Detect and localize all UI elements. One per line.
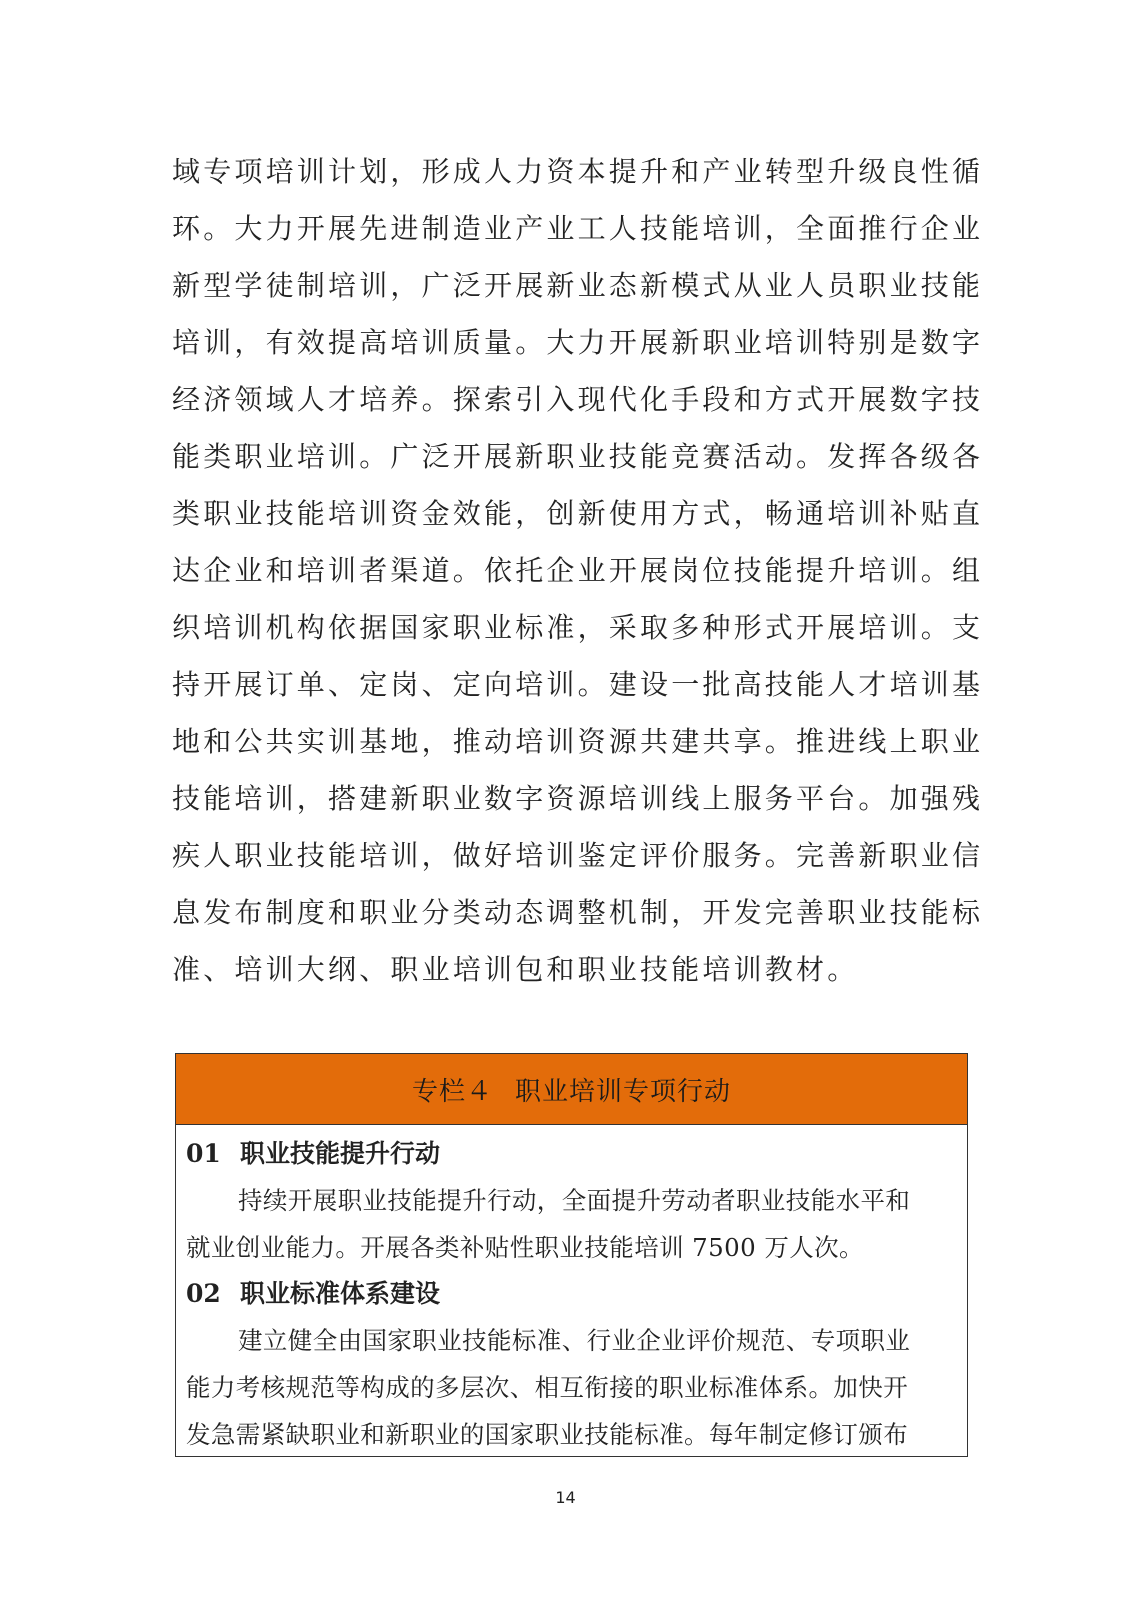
item-title: 职业技能提升行动 [240, 1139, 441, 1168]
column-box-label: 专栏４ [411, 1076, 493, 1107]
body-paragraph [172, 143, 984, 998]
item-heading [186, 1131, 957, 1177]
body-line: 织培训机构依据国家职业标准，采取多种形式开展培训。支 [172, 611, 984, 644]
body-line: 能类职业培训。广泛开展新职业技能竞赛活动。发挥各级各 [172, 440, 984, 473]
item-text-line: 持续开展职业技能提升行动，全面提升劳动者职业技能水平和 [238, 1186, 911, 1215]
item-number: 02 [186, 1279, 221, 1308]
item-heading [186, 1271, 957, 1317]
body-line: 技能培训，搭建新职业数字资源培训线上服务平台。加强残 [172, 782, 984, 815]
body-line: 地和公共实训基地，推动培训资源共建共享。推进线上职业 [172, 725, 984, 758]
item-text-line: 能力考核规范等构成的多层次、相互衔接的职业标准体系。加快开 [186, 1373, 909, 1402]
column-box [175, 1053, 968, 1457]
column-box-title: 职业培训专项行动 [515, 1076, 732, 1107]
body-line: 域专项培训计划，形成人力资本提升和产业转型升级良性循 [172, 155, 984, 188]
body-line: 持开展订单、定岗、定向培训。建设一批高技能人才培训基 [172, 668, 984, 701]
body-line: 达企业和培训者渠道。依托企业开展岗位技能提升培训。组 [172, 554, 984, 587]
column-box-body [176, 1125, 967, 1457]
page-number: 14 [555, 1488, 576, 1507]
body-line: 环。大力开展先进制造业产业工人技能培训，全面推行企业 [172, 212, 984, 245]
body-line: 新型学徒制培训，广泛开展新业态新模式从业人员职业技能 [172, 269, 984, 302]
column-box-header [176, 1054, 967, 1125]
item-title: 职业标准体系建设 [240, 1279, 441, 1308]
item-text-line: 建立健全由国家职业技能标准、行业企业评价规范、专项职业 [238, 1326, 911, 1355]
body-line: 经济领域人才培养。探索引入现代化手段和方式开展数字技 [172, 383, 984, 416]
body-line: 准、培训大纲、职业培训包和职业技能培训教材。 [172, 953, 859, 986]
item-text-line: 发急需紧缺职业和新职业的国家职业技能标准。每年制定修订颁布 [186, 1420, 909, 1449]
item-number: 01 [186, 1139, 221, 1168]
body-line: 息发布制度和职业分类动态调整机制，开发完善职业技能标 [172, 896, 984, 929]
body-line: 培训，有效提高培训质量。大力开展新职业培训特别是数字 [172, 326, 984, 359]
body-line: 疾人职业技能培训，做好培训鉴定评价服务。完善新职业信 [172, 839, 984, 872]
item-text-line: 就业创业能力。开展各类补贴性职业技能培训 7500 万人次。 [186, 1233, 864, 1262]
body-line: 类职业技能培训资金效能，创新使用方式，畅通培训补贴直 [172, 497, 984, 530]
